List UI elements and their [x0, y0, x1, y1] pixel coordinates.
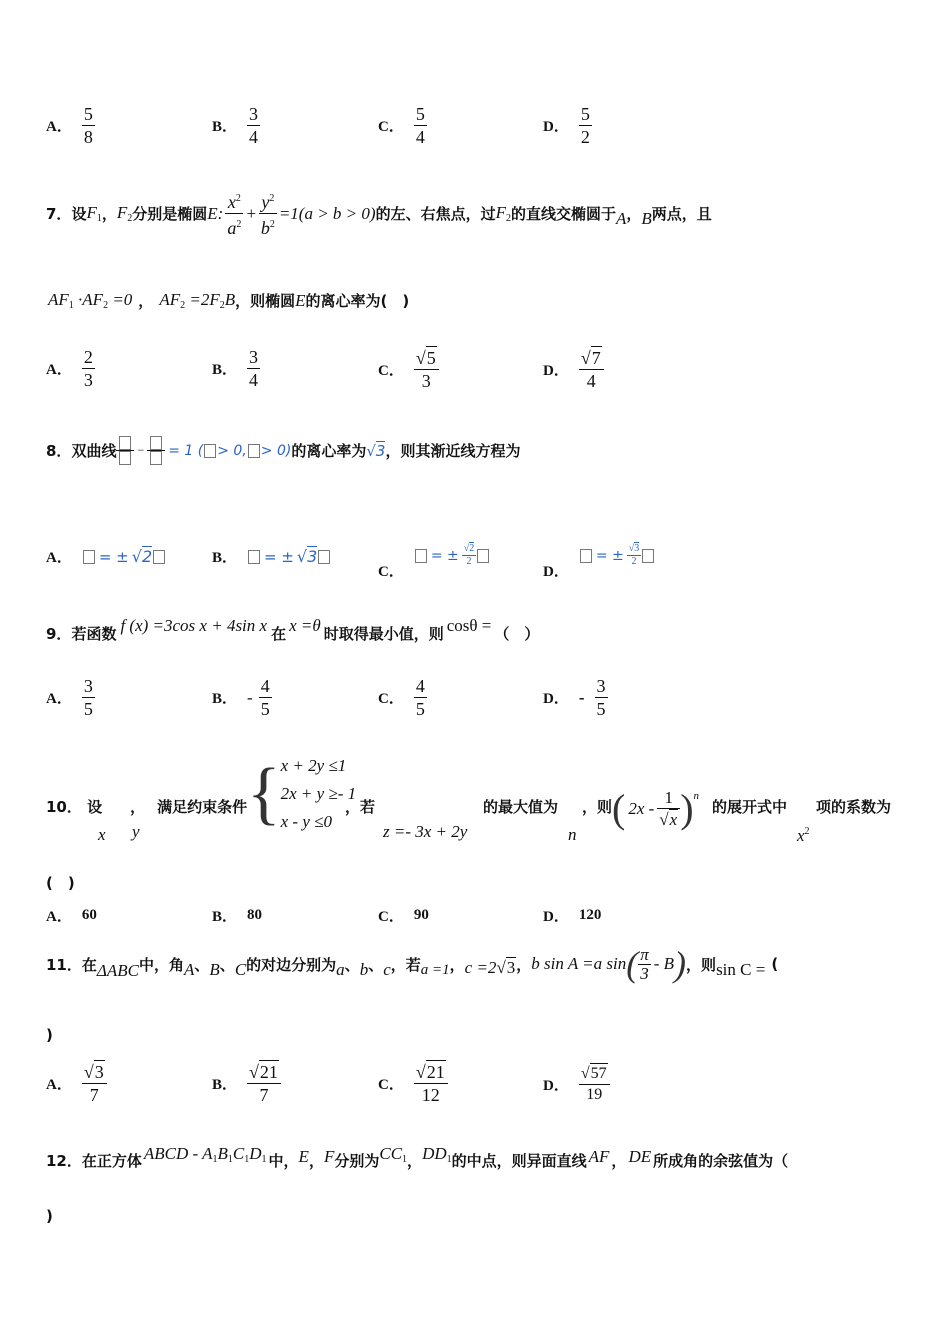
option-label: A．	[46, 691, 72, 707]
ellipse-equation: E : $\frac{x^2}{a^2}$ + $\frac{y^2}{b^2}$ =1(a > b > 0)	[207, 192, 376, 238]
fraction	[247, 103, 260, 148]
q9-option-c[interactable]	[378, 675, 427, 720]
q6-option-b[interactable]	[212, 103, 260, 148]
stem-text: ，若	[390, 955, 421, 974]
option-label: B．	[212, 362, 238, 378]
c-value: c =2 √ 3	[464, 957, 516, 977]
denominator: 4	[415, 127, 425, 147]
sqrt: √ 7	[580, 348, 601, 368]
stem-text: 两点，且	[651, 205, 712, 223]
triangle-abc: ΔABC	[96, 961, 139, 980]
option-label: B．	[212, 119, 238, 135]
stem-text: 满足约束条件	[157, 798, 248, 816]
question-number: 12．	[46, 1152, 82, 1170]
fraction: $\frac{3}{4}$	[249, 347, 259, 390]
fraction: 1 √ x	[657, 788, 680, 830]
q10-option-d[interactable]	[543, 905, 601, 926]
var-x: x	[98, 825, 106, 844]
angle-b: B	[209, 960, 220, 979]
numerator: 3	[249, 104, 259, 124]
option-label: A．	[46, 909, 72, 925]
q12-stem	[46, 1144, 788, 1171]
stem-text: 的左、右焦点，过	[375, 205, 496, 223]
option-value: 80	[247, 907, 263, 923]
cube-name: ABCD - $A_1B_1C_1D_1$	[143, 1144, 267, 1165]
stem-text: ，	[449, 955, 465, 974]
option-value: 120	[578, 907, 602, 923]
minus-sign: -	[247, 687, 253, 707]
stem-text: 在	[81, 955, 97, 974]
fraction	[82, 103, 95, 148]
option-label: A．	[46, 362, 72, 378]
q11-option-b[interactable]	[212, 1060, 281, 1106]
option-value: 90	[413, 907, 429, 923]
stem-text: 的最大值为	[483, 798, 559, 816]
sqrt-3: √3	[366, 441, 386, 460]
option-label: D．	[543, 362, 569, 379]
stem-text: ，则	[686, 955, 717, 974]
math-f2: $F_2$	[495, 203, 511, 224]
fraction: $\frac{2}{3}$	[83, 347, 93, 390]
stem-text: 中，	[268, 1152, 299, 1170]
stem-text: 的离心率为	[291, 442, 367, 460]
stem-text: 所成角的余弦值为（	[653, 1152, 789, 1170]
option-expr: = ±	[98, 547, 129, 566]
option-label: B．	[212, 909, 238, 925]
stem-text: 时取得最小值，则	[323, 625, 444, 643]
line-de: DE	[628, 1147, 652, 1166]
option-label: A．	[46, 1076, 72, 1093]
side-a: a	[336, 960, 345, 979]
q7-stem-line2	[48, 290, 409, 311]
option-expr: = ±	[430, 547, 459, 564]
stem-text: 项的系数为	[816, 798, 892, 816]
q10-stem-text	[46, 796, 247, 817]
fraction: √ 5 3	[414, 346, 439, 392]
side-c: c	[383, 960, 391, 979]
q7-option-a[interactable]	[46, 346, 95, 391]
stem-text: ，则其渐近线方程为	[385, 442, 521, 460]
q7-stem-line1	[46, 188, 712, 239]
option-label: D．	[543, 909, 569, 925]
fraction: √ 57 19	[579, 1063, 610, 1105]
vector-condition: $AF_2 =2F_2B$	[159, 290, 236, 311]
option-label: D．	[543, 564, 569, 580]
option-value: 60	[81, 907, 97, 923]
stem-text: 的中点，则异面直线	[451, 1152, 587, 1170]
option-label: B．	[212, 550, 238, 566]
answer-paren: ( )	[46, 874, 75, 892]
q6-option-d[interactable]	[543, 103, 592, 148]
stem-text: （ ）	[494, 625, 540, 643]
option-label: C．	[378, 362, 404, 379]
q9-option-d[interactable]	[543, 675, 608, 720]
sqrt: √ 5	[415, 348, 436, 368]
option-label: C．	[378, 564, 404, 580]
stem-text: 、	[368, 955, 384, 974]
angle-a: A	[184, 960, 195, 979]
stem-text: 双曲线	[71, 442, 117, 460]
math-b: B	[641, 208, 652, 228]
point-f: F	[323, 1147, 335, 1166]
option-label: D．	[543, 119, 569, 135]
stem-text: ，	[101, 205, 117, 223]
option-label: C．	[378, 1076, 404, 1093]
q11-option-a[interactable]	[46, 1060, 107, 1106]
constraint-1: x + 2y ≤1	[280, 756, 347, 775]
var-n: n	[568, 825, 577, 844]
denominator: 8	[83, 127, 93, 147]
stem-text: 设	[87, 798, 103, 816]
q8-stem	[46, 436, 520, 465]
fraction	[579, 103, 592, 148]
stem-text: 的对边分别为	[246, 955, 337, 974]
stem-text: 的离心率为( )	[305, 292, 410, 310]
q11-stem	[46, 944, 778, 984]
math-e: E	[295, 290, 306, 310]
stem-text: 、	[344, 955, 360, 974]
stem-text: 若函数	[71, 625, 117, 643]
stem-text: 、	[219, 955, 235, 974]
numerator: 5	[83, 104, 93, 124]
q8-option-d[interactable]: D． = ± $\frac{√3}{2}$	[543, 530, 655, 581]
math-a: A	[615, 208, 627, 228]
x-theta: x =θ	[289, 616, 321, 635]
numerator: 5	[580, 104, 590, 124]
q11-option-d[interactable]	[543, 1063, 610, 1105]
fraction: √ 7 4	[579, 346, 604, 392]
binomial-expression: ( 2x - 1 √ x ) n	[612, 786, 700, 831]
option-label: C．	[378, 909, 404, 925]
sine-equation: b sin A =a sin ( $\frac{\pi}{3}$ - B )	[531, 944, 687, 984]
fraction: $\frac{4}{5}$	[260, 676, 270, 719]
a-equals-1: a =1	[420, 961, 450, 978]
stem-text: (	[771, 955, 779, 973]
stem-text: ，	[130, 798, 146, 816]
answer-paren: )	[46, 1026, 53, 1044]
option-expr: = ±	[264, 547, 294, 566]
question-number: 9．	[46, 625, 72, 643]
objective-z: z =- 3x + 2y	[383, 822, 468, 841]
option-label: A．	[46, 550, 72, 566]
edge-cc1: $CC_1$	[379, 1144, 408, 1165]
binomial-term: 2x -	[628, 799, 655, 818]
var-y: y	[132, 822, 140, 841]
sin-c: sin C =	[716, 960, 766, 979]
fraction	[414, 103, 427, 148]
option-label: C．	[378, 119, 404, 135]
cos-theta: cosθ =	[446, 616, 492, 635]
stem-text: ，若	[345, 798, 376, 816]
q6-option-c[interactable]	[378, 103, 427, 148]
q9-stem	[46, 616, 539, 644]
option-label: D．	[543, 1077, 569, 1094]
left-brace: {	[247, 755, 281, 832]
q7-option-c[interactable]	[378, 346, 439, 392]
stem-text: ，	[138, 292, 154, 310]
fraction: $\frac{3}{5}$	[83, 676, 93, 719]
numerator: 5	[415, 104, 425, 124]
question-number: 10．	[46, 798, 82, 816]
stem-text: 中，角	[138, 955, 184, 974]
stem-text: 的直线交椭圆于	[510, 205, 616, 223]
denominator: 4	[249, 127, 259, 147]
q11-option-c[interactable]	[378, 1060, 448, 1106]
q8-option-c[interactable]: C． = ± $\frac{√2}{2}$	[378, 530, 490, 581]
stem-text: ，	[611, 1152, 627, 1170]
stem-text: 设	[71, 205, 87, 223]
stem-text: 的展开式中	[712, 798, 788, 816]
q9-option-b[interactable]	[212, 675, 272, 720]
function-expr: f (x) =3cos x + 4sin x	[120, 616, 268, 635]
option-label: D．	[543, 691, 569, 707]
exponent-n: n	[693, 790, 700, 802]
option-label: C．	[378, 691, 404, 707]
angle-c: C	[234, 960, 247, 979]
stem-text: ，则椭圆	[235, 292, 296, 310]
stem-text: ，	[516, 955, 532, 974]
fraction: √ 21 12	[414, 1060, 448, 1106]
question-number: 11．	[46, 955, 82, 974]
answer-paren: )	[46, 1207, 53, 1225]
q7-option-b[interactable]	[212, 346, 260, 391]
option-label: A．	[46, 119, 72, 135]
q10-option-b[interactable]	[212, 905, 262, 926]
stem-text: 分别是椭圆	[132, 205, 208, 223]
fraction: √ 3 7	[82, 1060, 107, 1106]
edge-dd1: $DD_1$	[422, 1144, 452, 1165]
denominator: 2	[580, 127, 590, 147]
q6-option-a[interactable]	[46, 103, 95, 148]
q8-option-b[interactable]: B． = ± √3	[212, 546, 331, 567]
stem-text: ，	[626, 205, 642, 223]
constraint-3: x - y ≤0	[280, 812, 332, 831]
term-x2: $x^2$	[797, 826, 810, 845]
side-b: b	[359, 960, 369, 979]
option-label: B．	[212, 1076, 238, 1093]
question-number: 7．	[46, 205, 72, 223]
q10-option-a[interactable]	[46, 905, 97, 926]
stem-text: 、	[194, 955, 210, 974]
q7-option-d[interactable]	[543, 346, 604, 392]
q9-option-a[interactable]	[46, 675, 95, 720]
point-e: E	[298, 1147, 309, 1166]
stem-text: ，	[308, 1152, 324, 1170]
stem-text: ，	[407, 1152, 423, 1170]
fraction: $\frac{4}{5}$	[415, 676, 425, 719]
q8-option-a[interactable]: A． = ± √2	[46, 546, 166, 567]
constraint-system	[247, 752, 356, 836]
fraction: $\frac{3}{5}$	[596, 676, 606, 719]
math-f1: $F_1$	[86, 203, 102, 224]
stem-text: ，则	[582, 798, 613, 816]
option-expr: = ±	[595, 547, 624, 564]
option-label: B．	[212, 691, 238, 707]
constraint-2: 2x + y ≥- 1	[280, 784, 357, 803]
line-af: AF	[588, 1147, 610, 1166]
question-number: 8．	[46, 442, 72, 460]
q10-option-c[interactable]	[378, 905, 429, 926]
fraction: √ 21 7	[247, 1060, 281, 1106]
math-f2: $F_2$	[116, 203, 133, 224]
dot-product-condition: $AF_1 \cdot AF_2 =0$	[48, 290, 133, 311]
stem-text: 在	[271, 625, 287, 643]
stem-text: 分别为	[334, 1152, 380, 1170]
hyperbola-equation: − = 1 ( > 0, > 0)	[116, 436, 291, 465]
stem-text: 在正方体	[81, 1152, 142, 1170]
minus-sign: -	[578, 687, 585, 707]
